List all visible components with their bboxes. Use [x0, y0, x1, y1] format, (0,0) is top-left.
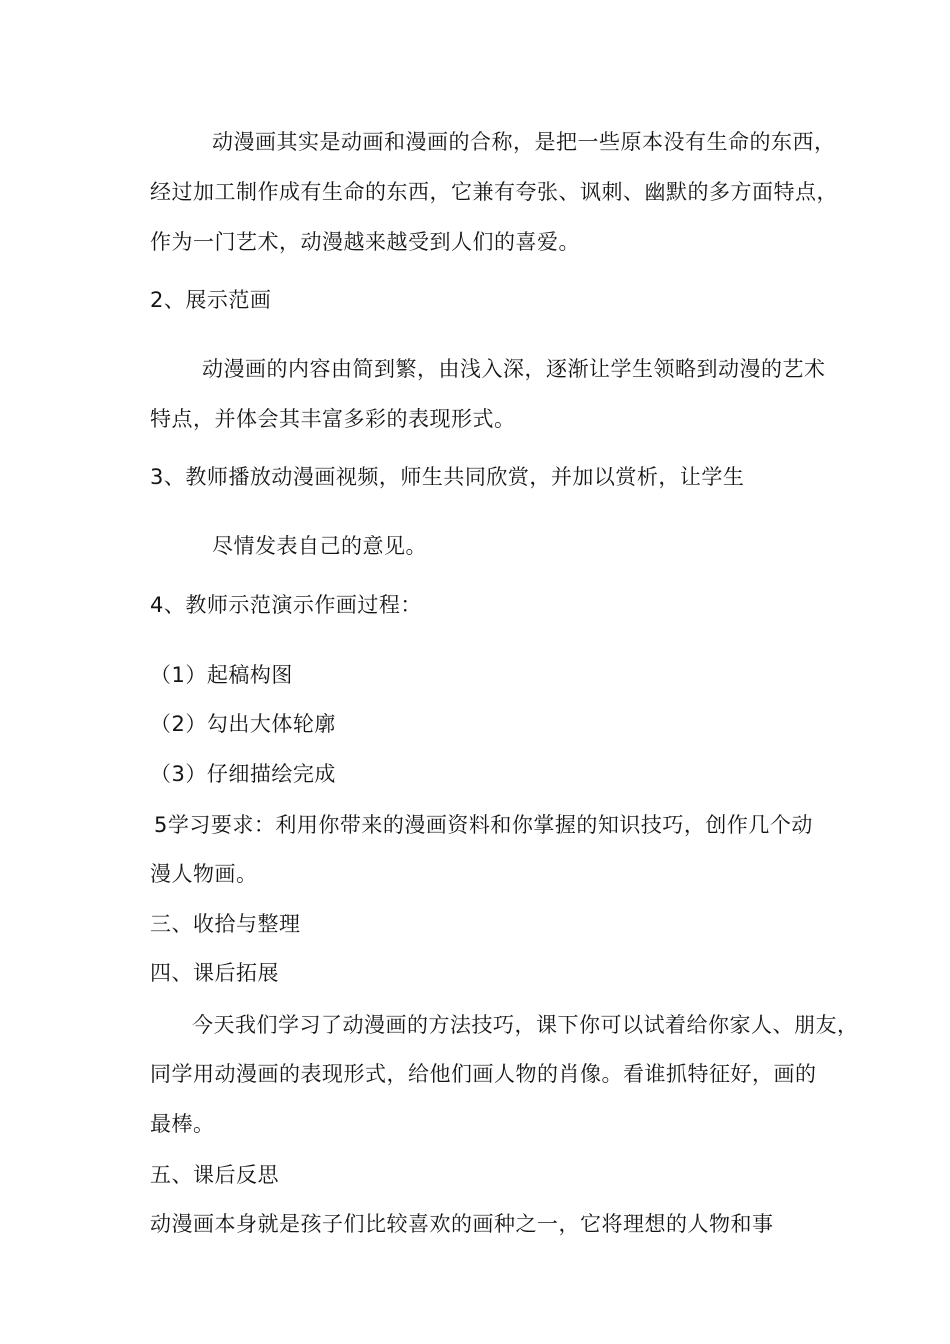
step4-item-3: （3）仔细描绘完成 — [150, 762, 336, 786]
step3-line-2: 尽情发表自己的意见。 — [212, 534, 427, 558]
step2-line-1: 动漫画的内容由简到繁，由浅入深，逐渐让学生领略到动漫的艺术 — [202, 357, 826, 381]
step2-heading: 2、展示范画 — [150, 288, 272, 312]
step4-heading: 4、教师示范演示作画过程： — [150, 593, 422, 617]
intro-line-2: 经过加工制作成有生命的东西，它兼有夸张、讽刺、幽默的多方面特点， — [150, 180, 838, 204]
step2-line-2: 特点，并体会其丰富多彩的表现形式。 — [150, 407, 516, 431]
section4-line-1: 今天我们学习了动漫画的方法技巧，课下你可以试着给你家人、朋友， — [192, 1013, 859, 1037]
section5-heading: 五、课后反思 — [150, 1163, 279, 1187]
intro-line-3: 作为一门艺术，动漫越来越受到人们的喜爱。 — [150, 230, 580, 254]
section3-heading: 三、收拾与整理 — [150, 912, 301, 936]
section4-line-3: 最棒。 — [150, 1112, 215, 1136]
step3-line-1: 3、教师播放动漫画视频，师生共同欣赏，并加以赏析，让学生 — [150, 465, 745, 489]
section4-heading: 四、课后拓展 — [150, 961, 279, 985]
section4-line-2: 同学用动漫画的表现形式，给他们画人物的肖像。看谁抓特征好，画的 — [150, 1062, 817, 1086]
step4-item-2: （2）勾出大体轮廓 — [150, 712, 336, 736]
step5-line-2: 漫人物画。 — [150, 862, 258, 886]
section5-line-1: 动漫画本身就是孩子们比较喜欢的画种之一，它将理想的人物和事 — [150, 1212, 774, 1236]
step5-line-1: 5学习要求：利用你带来的漫画资料和你掌握的知识技巧，创作几个动 — [154, 813, 813, 837]
intro-line-1: 动漫画其实是动画和漫画的合称，是把一些原本没有生命的东西， — [212, 130, 836, 154]
step4-item-1: （1）起稿构图 — [150, 663, 293, 687]
